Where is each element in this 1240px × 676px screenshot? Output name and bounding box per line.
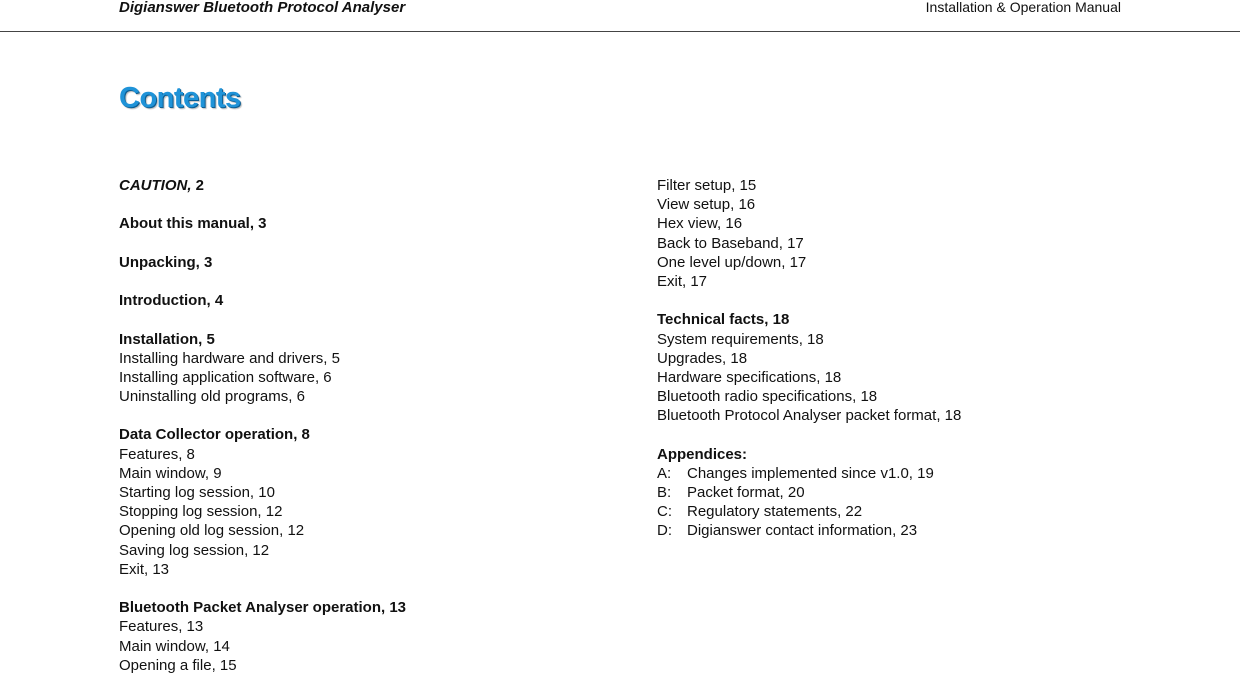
toc-entry[interactable]: Exit, 13 bbox=[119, 560, 170, 578]
appendix-letter: B: bbox=[657, 484, 672, 501]
toc-entry[interactable]: Hex view, 16 bbox=[657, 215, 743, 233]
toc-entry[interactable]: Opening a file, 15 bbox=[119, 656, 237, 674]
header-manual-title: Installation & Operation Manual bbox=[925, 0, 1121, 15]
toc-entry[interactable]: Installing hardware and drivers, 5 bbox=[119, 349, 340, 367]
toc-entry[interactable]: Main window, 9 bbox=[119, 464, 222, 482]
appendix-letter: C: bbox=[657, 503, 672, 521]
toc-right-column bbox=[657, 176, 1137, 541]
toc-entry-caution[interactable] bbox=[119, 176, 619, 195]
toc-entry-data-collector[interactable]: Data Collector operation, 8 bbox=[119, 426, 310, 444]
toc-entry[interactable]: Features, 8 bbox=[119, 445, 195, 463]
toc-entry[interactable]: System requirements, 18 bbox=[657, 330, 824, 348]
page-header bbox=[0, 0, 1240, 32]
toc-entry[interactable]: Hardware specifications, 18 bbox=[657, 368, 842, 386]
toc-entry[interactable]: Features, 13 bbox=[119, 618, 204, 636]
toc-entry[interactable]: Bluetooth radio specifications, 18 bbox=[657, 388, 878, 406]
header-document-title: Digianswer Bluetooth Protocol Analyser bbox=[119, 0, 406, 16]
toc-appendix-entry[interactable] bbox=[657, 464, 1137, 483]
toc-entry[interactable]: Saving log session, 12 bbox=[119, 541, 270, 559]
page-title: Contents bbox=[119, 82, 241, 114]
appendix-title: Regulatory statements, 22 bbox=[687, 503, 863, 521]
toc-entry[interactable]: Upgrades, 18 bbox=[657, 349, 748, 367]
toc-entry[interactable]: Bluetooth Protocol Analyser packet format, 18 bbox=[657, 407, 962, 425]
toc-appendix-entry[interactable] bbox=[657, 502, 1137, 521]
toc-entry[interactable]: Installing application software, 6 bbox=[119, 368, 332, 386]
toc-entry[interactable]: Back to Baseband, 17 bbox=[657, 234, 804, 252]
toc-entry-installation[interactable]: Installation, 5 bbox=[119, 330, 215, 348]
toc-entry[interactable]: Opening old log session, 12 bbox=[119, 522, 305, 540]
toc-entry-unpacking[interactable]: Unpacking, 3 bbox=[119, 253, 213, 271]
toc-entry[interactable]: View setup, 16 bbox=[657, 196, 756, 214]
toc-entry-packet-analyser[interactable]: Bluetooth Packet Analyser operation, 13 bbox=[119, 599, 407, 617]
toc-entry[interactable]: Uninstalling old programs, 6 bbox=[119, 388, 305, 406]
toc-entry-introduction[interactable]: Introduction, 4 bbox=[119, 292, 224, 310]
appendix-letter: A: bbox=[657, 464, 672, 482]
appendix-title: Packet format, 20 bbox=[687, 484, 805, 501]
toc-entry[interactable]: Main window, 14 bbox=[119, 637, 230, 655]
toc-appendix-entry[interactable] bbox=[657, 483, 1137, 502]
toc-entry[interactable]: Starting log session, 10 bbox=[119, 484, 275, 501]
toc-appendices-heading: Appendices: bbox=[657, 445, 748, 463]
toc-left-column bbox=[119, 176, 619, 675]
toc-entry[interactable]: Filter setup, 15 bbox=[657, 177, 757, 194]
toc-caution-page: 2 bbox=[191, 177, 205, 194]
appendix-title: Digianswer contact information, 23 bbox=[687, 522, 918, 540]
toc-entry[interactable]: One level up/down, 17 bbox=[657, 253, 807, 271]
toc-entry[interactable]: Exit, 17 bbox=[657, 272, 708, 290]
toc-entry-technical-facts[interactable]: Technical facts, 18 bbox=[657, 311, 790, 329]
toc-appendix-entry[interactable] bbox=[657, 521, 1137, 540]
appendix-title: Changes implemented since v1.0, 19 bbox=[687, 464, 934, 482]
appendix-letter: D: bbox=[657, 522, 672, 540]
toc-caution-label: CAUTION, bbox=[119, 177, 192, 194]
toc-entry-about[interactable]: About this manual, 3 bbox=[119, 215, 267, 233]
toc-entry[interactable]: Stopping log session, 12 bbox=[119, 503, 283, 521]
